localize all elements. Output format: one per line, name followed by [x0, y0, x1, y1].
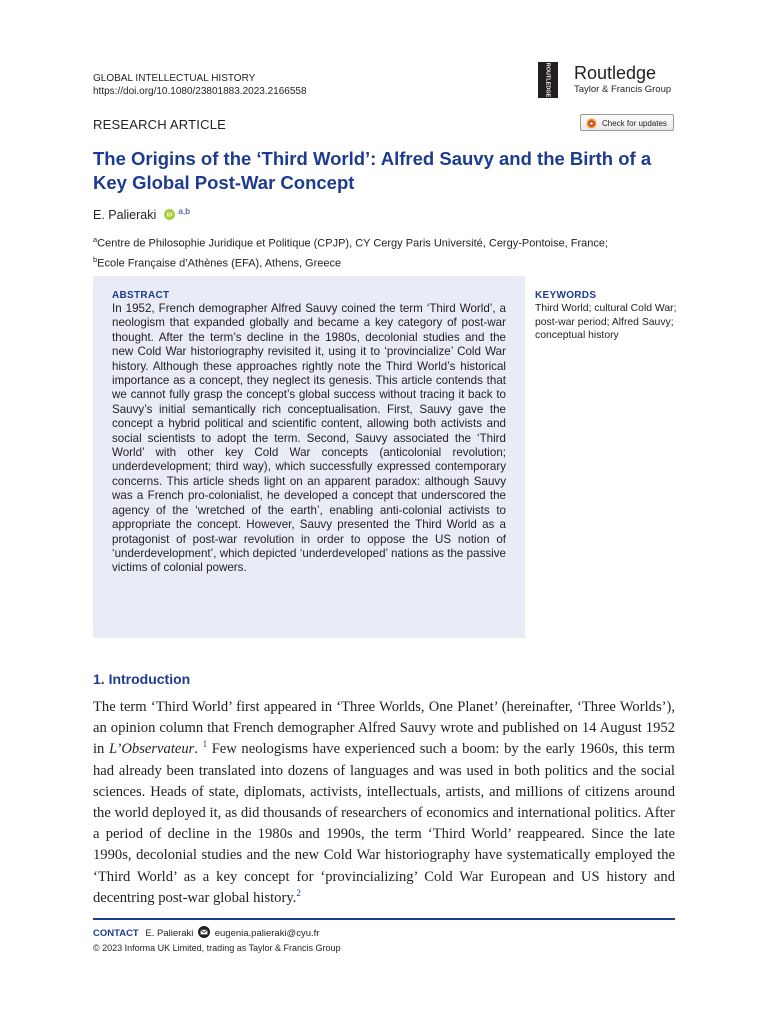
- affiliations: [93, 232, 683, 271]
- doi-link[interactable]: https://doi.org/10.1080/23801883.2023.2166558: [93, 86, 307, 97]
- abstract-box: [93, 276, 525, 638]
- publisher-mark-text: ROUTLEDGE: [544, 62, 551, 98]
- affiliation-a: $^a$Centre de Philosophie Juridique et Politique (CPJP), CY Cergy Paris Université, Cergy-Pontoise, France;: [93, 235, 609, 250]
- publisher-name: Routledge: [574, 63, 657, 83]
- footnote-ref-2[interactable]: 2: [296, 887, 301, 898]
- affiliation-b: $^b$Ecole Française d’Athènes (EFA), Athens, Greece: [93, 254, 342, 270]
- check-for-updates-button[interactable]: [580, 114, 674, 131]
- journal-meta: [93, 72, 307, 98]
- journal-name: GLOBAL INTELLECTUAL HISTORY: [93, 73, 256, 84]
- publisher-subtitle: Taylor & Francis Group: [574, 84, 672, 95]
- publisher-logo: [538, 62, 678, 98]
- routledge-mark-icon: [538, 62, 558, 98]
- contact-line: [93, 926, 319, 940]
- footnote-ref-1[interactable]: 1: [202, 739, 208, 750]
- check-updates-label: Check for updates: [602, 119, 667, 128]
- article-title: The Origins of the ‘Third World’: Alfred Sauvy and the Birth of a Key Global Post-War Concept: [93, 148, 652, 193]
- introduction-paragraph: The term ‘Third World’ first appeared in ‘Three Worlds, One Planet’ (hereinafter, ‘Three Worlds’), an opinion column that French demographer Alfred Sauvy wrote and published on 14 August 1952 in L’Observateur. $^1$ Few neologisms have experienced such a boom: by the early 1960s, this term had already been translated into dozens of languages and was used in both politics and the social sciences. Heads of state, diplomats, activists, intellectuals, artists, and millions of citizens around the world deployed it, as did thousands of researchers of economics and international politics. After a period of decline in the 1980s and 1990s, the term ‘Third World’ reappeared. Since the late 1990s, decolonial studies and the new Cold War historiography have systematically employed the ‘Third World’ as a key concept for ‘provincializing’ Cold War European and US history and decentring post-war global history.$^2$: [93, 699, 675, 906]
- abstract-heading: ABSTRACT: [112, 290, 170, 301]
- contact-email-link[interactable]: eugenia.palieraki@cyu.fr: [214, 928, 320, 939]
- footer-divider: [93, 918, 675, 920]
- article-type: RESEARCH ARTICLE: [93, 117, 226, 132]
- section-heading-introduction: 1. Introduction: [93, 671, 191, 687]
- mail-icon: [198, 926, 210, 938]
- orcid-icon[interactable]: [164, 209, 175, 220]
- copyright-notice: © 2023 Informa UK Limited, trading as Taylor & Francis Group: [93, 943, 341, 953]
- author-name: E. Palieraki: [93, 208, 157, 223]
- contact-label: CONTACT: [93, 928, 139, 939]
- abstract-text: In 1952, French demographer Alfred Sauvy coined the term ‘Third World’, a neologism that expanded globally and became a key category of post-war thought. After the term’s decline in the 1980s, decolonial studies and the new Cold War historiography revisited it, using it to ‘provincialize’ Cold War history. Although these approaches rightly note the Third World’s historical importance as a concept, they neglect its genesis. This article contends that we cannot fully grasp the concept’s global success without tracing it back to Sauvy’s initial semantically rich conceptualisation. First, Sauvy gave the concept a hybrid political and scientific content, allowing both activists and social scientists to adopt the term. Second, Sauvy associated the ‘Third World’ with other key Cold War concepts (anticolonial revolution; underdevelopment; third way), which successfully expressed contemporary concerns. This article sheds light on an apparent paradox: although Sauvy was a French pro-colonialist, he developed a concept that underscored the agency of the ‘wretched of the earth’, enabling anti-colonial activists to appropriate the concept. However, Sauvy presented the Third World as a protagonist of post-war revolution in order to oppose the US notion of ‘underdevelopment’, which depicted ‘underdeveloped’ nations as the passive victims of colonial powers.: [112, 302, 506, 575]
- keywords-heading: KEYWORDS: [535, 290, 597, 301]
- contact-name: E. Palieraki: [145, 928, 194, 939]
- keywords-block: [535, 290, 680, 343]
- publication-title: L’Observateur: [108, 741, 195, 758]
- keywords-text: Third World; cultural Cold War; post-war period; Alfred Sauvy; conceptual history: [535, 303, 677, 341]
- author-affiliation-marks[interactable]: a,b: [178, 206, 191, 216]
- svg-text:iD: iD: [166, 212, 172, 219]
- check-updates-icon: [586, 118, 597, 129]
- author-line: [93, 203, 190, 223]
